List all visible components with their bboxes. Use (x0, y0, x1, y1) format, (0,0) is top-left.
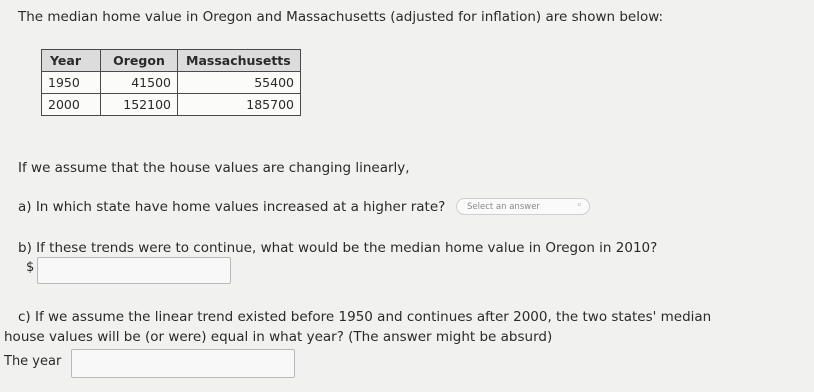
cell-year: 1950 (42, 72, 101, 94)
cell-oregon: 41500 (101, 72, 178, 94)
question-c-text-line1: c) If we assume the linear trend existed before 1950 and continues after 2000, the two states' median (18, 309, 712, 325)
home-value-table (41, 49, 301, 116)
question-b-text: b) If these trends were to continue, what would be the median home value in Oregon in 2010? (18, 240, 658, 256)
table-row (42, 72, 301, 94)
header-massachusetts: Massachusetts (178, 50, 301, 72)
question-c-text-line2: house values will be (or were) equal in what year? (The answer might be absurd) (4, 329, 553, 345)
question-a-text: a) In which state have home values increased at a higher rate? (18, 199, 446, 215)
cell-massachusetts: 55400 (178, 72, 301, 94)
cell-oregon: 152100 (101, 94, 178, 116)
dollar-prefix: $ (26, 260, 35, 275)
table-header-row (42, 50, 301, 72)
select-label: Select an answer (467, 202, 540, 212)
assumption-text: If we assume that the house values are changing linearly, (18, 160, 410, 176)
cell-massachusetts: 185700 (178, 94, 301, 116)
header-year: Year (42, 50, 101, 72)
intro-text: The median home value in Oregon and Massachusetts (adjusted for inflation) are shown below: (18, 9, 664, 25)
year-label: The year (4, 354, 62, 369)
cell-year: 2000 (42, 94, 101, 116)
select-toggle-icon: ◦ (576, 201, 582, 211)
table-row (42, 94, 301, 116)
header-oregon: Oregon (101, 50, 178, 72)
equal-year-input[interactable] (71, 349, 295, 378)
oregon-2010-input[interactable] (37, 257, 231, 284)
answer-select[interactable] (456, 198, 590, 215)
